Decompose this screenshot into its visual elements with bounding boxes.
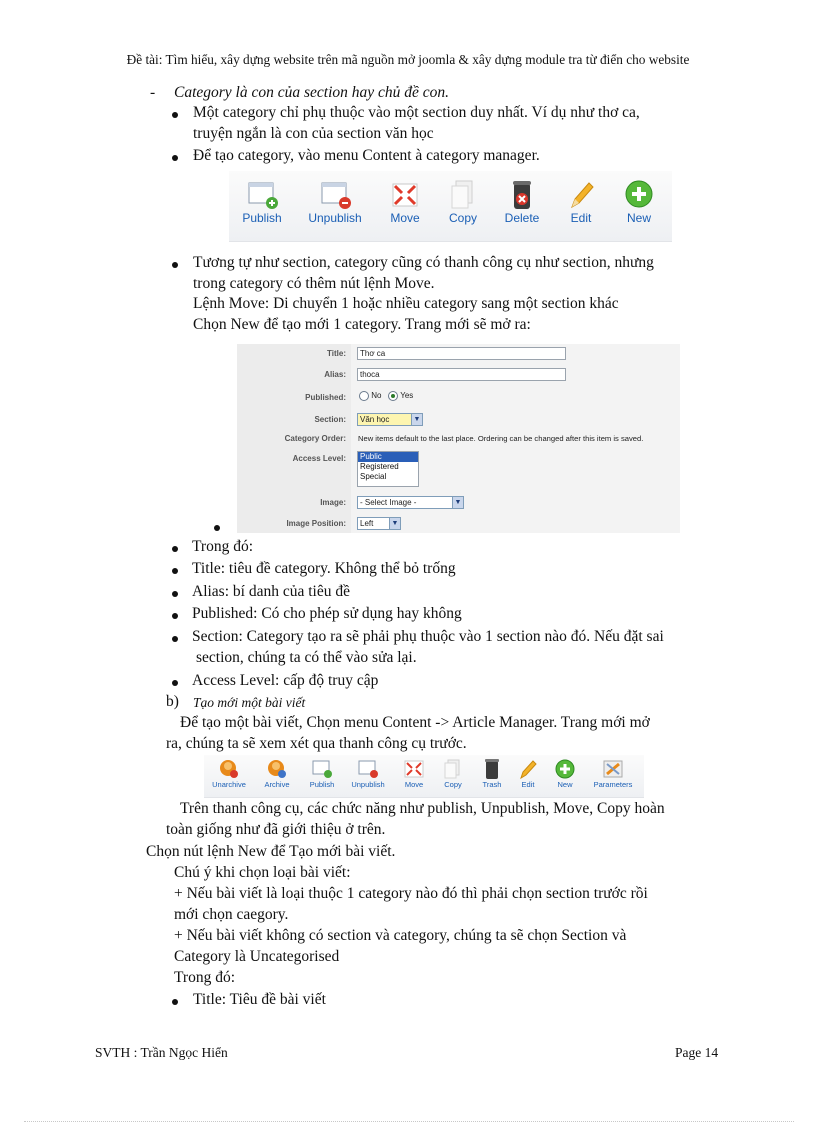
unpublish-icon bbox=[356, 758, 380, 780]
edit-icon bbox=[564, 179, 598, 211]
image-position-value: Left bbox=[360, 519, 374, 528]
parameters-button[interactable] bbox=[588, 758, 638, 789]
note-line: mới chọn caegory. bbox=[174, 906, 289, 923]
note-line: + Nếu bài viết không có section và category, chúng ta sẽ chọn Section và bbox=[174, 927, 627, 944]
button-label: Publish bbox=[242, 211, 282, 225]
bullet-dot bbox=[172, 546, 178, 552]
copy-icon bbox=[446, 179, 480, 211]
trash-icon bbox=[480, 758, 504, 780]
image-label: Image: bbox=[320, 498, 346, 507]
article-toolbar bbox=[204, 755, 644, 798]
section-value: Văn học bbox=[360, 415, 390, 424]
bullet-text: Tương tự như section, category cũng có thanh công cụ như section, nhưng bbox=[193, 254, 654, 271]
access-option-registered[interactable]: Registered bbox=[360, 462, 399, 471]
archive-button[interactable] bbox=[256, 758, 298, 789]
move-button[interactable] bbox=[396, 758, 432, 789]
image-position-label: Image Position: bbox=[286, 519, 346, 528]
new-button[interactable] bbox=[613, 179, 665, 225]
bullet-text: Để tạo category, vào menu Content à category manager. bbox=[193, 147, 540, 164]
list-item: Trong đó: bbox=[192, 538, 254, 555]
note-line: Trong đó: bbox=[174, 969, 236, 986]
sub-heading: Tạo mới một bài viết bbox=[193, 695, 306, 710]
image-select[interactable] bbox=[357, 496, 464, 509]
button-label: Unpublish bbox=[308, 211, 362, 225]
bullet-dot bbox=[172, 591, 178, 597]
bullet-dot bbox=[172, 155, 178, 161]
button-label: New bbox=[557, 780, 573, 789]
list-item: Title: Tiêu đề bài viết bbox=[193, 991, 326, 1008]
published-no-radio[interactable] bbox=[359, 391, 369, 401]
published-yes-radio[interactable] bbox=[388, 391, 398, 401]
bullet-text: Một category chỉ phụ thuộc vào một section duy nhất. Ví dụ như thơ ca, bbox=[193, 104, 640, 121]
published-radios bbox=[359, 391, 413, 401]
button-label: Delete bbox=[504, 211, 540, 225]
access-level-label: Access Level: bbox=[292, 454, 346, 463]
category-order-label: Category Order: bbox=[284, 434, 346, 443]
publish-icon bbox=[310, 758, 334, 780]
image-value: - Select Image - bbox=[360, 498, 417, 507]
chevron-down-icon[interactable]: ▼ bbox=[411, 414, 422, 425]
button-label: New bbox=[626, 211, 651, 225]
button-label: Parameters bbox=[593, 780, 633, 789]
access-option-special[interactable]: Special bbox=[360, 472, 387, 481]
unpublish-button[interactable] bbox=[300, 179, 370, 225]
bullet-text-cont: truyện ngắn là con của section văn học bbox=[193, 125, 434, 142]
copy-button[interactable] bbox=[435, 758, 471, 789]
bullet-text-cont: Lệnh Move: Di chuyển 1 hoặc nhiều category sang một section khác bbox=[193, 295, 619, 312]
chevron-down-icon[interactable]: ▼ bbox=[452, 497, 463, 508]
button-label: Copy bbox=[448, 211, 477, 225]
button-label: Publish bbox=[309, 780, 335, 789]
edit-button[interactable] bbox=[512, 758, 544, 789]
title-label: Title: bbox=[327, 349, 346, 358]
button-label: Copy bbox=[444, 780, 462, 789]
button-label: Edit bbox=[570, 211, 592, 225]
list-item: Access Level: cấp độ truy cập bbox=[192, 672, 379, 689]
delete-icon bbox=[505, 179, 539, 211]
new-icon bbox=[553, 758, 577, 780]
bullet-dot bbox=[172, 680, 178, 686]
sub-heading-marker: b) bbox=[166, 693, 179, 710]
page-header: Đề tài: Tìm hiểu, xây dựng website trên mã nguồn mở joomla & xây dựng module tra từ điển cho website bbox=[126, 52, 690, 67]
edit-button[interactable] bbox=[557, 179, 605, 225]
button-label: Unpublish bbox=[351, 780, 385, 789]
category-toolbar bbox=[229, 171, 672, 242]
publish-button[interactable] bbox=[233, 179, 291, 225]
bullet-dot bbox=[172, 262, 178, 268]
trash-button[interactable] bbox=[474, 758, 510, 789]
button-label: Archive bbox=[264, 780, 290, 789]
unpublish-icon bbox=[318, 179, 352, 211]
new-button[interactable] bbox=[548, 758, 582, 789]
paragraph: Trên thanh công cụ, các chức năng như publish, Unpublish, Move, Copy hoàn bbox=[180, 800, 665, 817]
paragraph: Để tạo một bài viết, Chọn menu Content -> Article Manager. Trang mới mở bbox=[180, 714, 650, 731]
section-select[interactable] bbox=[357, 413, 423, 426]
no-label: No bbox=[371, 391, 382, 401]
page-number: Page 14 bbox=[675, 1045, 719, 1060]
note-line: + Nếu bài viết là loại thuộc 1 category nào đó thì phải chọn section trước rồi bbox=[174, 885, 648, 902]
button-label: Move bbox=[390, 211, 420, 225]
note-line: Chú ý khi chọn loại bài viết: bbox=[174, 864, 351, 881]
button-label: Move bbox=[404, 780, 424, 789]
publish-icon bbox=[245, 179, 279, 211]
unarchive-button[interactable] bbox=[207, 758, 251, 789]
paragraph: Chọn nút lệnh New để Tạo mới bài viết. bbox=[146, 843, 396, 860]
bullet-text-cont: Chọn New để tạo mới 1 category. Trang mới sẽ mở ra: bbox=[193, 316, 531, 333]
unpublish-button[interactable] bbox=[346, 758, 390, 789]
new-category-form bbox=[237, 344, 680, 533]
bullet-dot bbox=[172, 636, 178, 642]
new-icon bbox=[622, 179, 656, 211]
copy-icon bbox=[441, 758, 465, 780]
dash-item: Category là con của section hay chủ đề con. bbox=[174, 84, 450, 101]
bullet-text-cont: trong category có thêm nút lệnh Move. bbox=[193, 275, 435, 292]
move-icon bbox=[388, 179, 422, 211]
access-option-public[interactable]: Public bbox=[358, 452, 418, 462]
bullet-dot bbox=[172, 568, 178, 574]
button-label: Edit bbox=[521, 780, 535, 789]
access-level-list[interactable] bbox=[357, 451, 419, 487]
unarchive-icon bbox=[217, 758, 241, 780]
button-label: Trash bbox=[482, 780, 502, 789]
bullet-dot bbox=[172, 613, 178, 619]
category-order-text: New items default to the last place. Ordering can be changed after this item is saved. bbox=[358, 434, 644, 443]
publish-button[interactable] bbox=[302, 758, 342, 789]
title-input[interactable]: Thơ ca bbox=[357, 347, 566, 360]
copy-button[interactable] bbox=[437, 179, 489, 225]
list-item: Section: Category tạo ra sẽ phải phụ thuộc vào 1 section nào đó. Nếu đặt sai bbox=[192, 628, 664, 645]
footer-author: SVTH : Trần Ngọc Hiển bbox=[95, 1045, 228, 1060]
page-bottom-divider bbox=[24, 1121, 794, 1122]
bullet-dot bbox=[172, 999, 178, 1005]
archive-icon bbox=[265, 758, 289, 780]
chevron-down-icon[interactable]: ▼ bbox=[389, 518, 400, 529]
alias-label: Alias: bbox=[324, 370, 346, 379]
bullet-dot bbox=[172, 112, 178, 118]
dash-marker: - bbox=[150, 84, 156, 101]
bullet-dot bbox=[214, 525, 220, 531]
published-label: Published: bbox=[305, 393, 346, 402]
paragraph-cont: toàn giống như đã giới thiệu ở trên. bbox=[166, 821, 386, 838]
list-item-cont: section, chúng ta có thể vào sửa lại. bbox=[196, 649, 417, 666]
paragraph-cont: ra, chúng ta sẽ xem xét qua thanh công cụ trước. bbox=[166, 735, 467, 752]
button-label: Unarchive bbox=[212, 780, 246, 789]
move-button[interactable] bbox=[379, 179, 431, 225]
delete-button[interactable] bbox=[495, 179, 549, 225]
yes-label: Yes bbox=[400, 391, 414, 401]
parameters-icon bbox=[601, 758, 625, 780]
note-line: Category là Uncategorised bbox=[174, 948, 340, 965]
list-item: Alias: bí danh của tiêu đề bbox=[192, 583, 350, 600]
image-position-select[interactable] bbox=[357, 517, 401, 530]
move-icon bbox=[402, 758, 426, 780]
section-label: Section: bbox=[314, 415, 346, 424]
list-item: Title: tiêu đề category. Không thể bỏ trống bbox=[192, 560, 456, 577]
alias-input[interactable]: thoca bbox=[357, 368, 566, 381]
list-item: Published: Có cho phép sử dụng hay không bbox=[192, 605, 462, 622]
edit-icon bbox=[516, 758, 540, 780]
